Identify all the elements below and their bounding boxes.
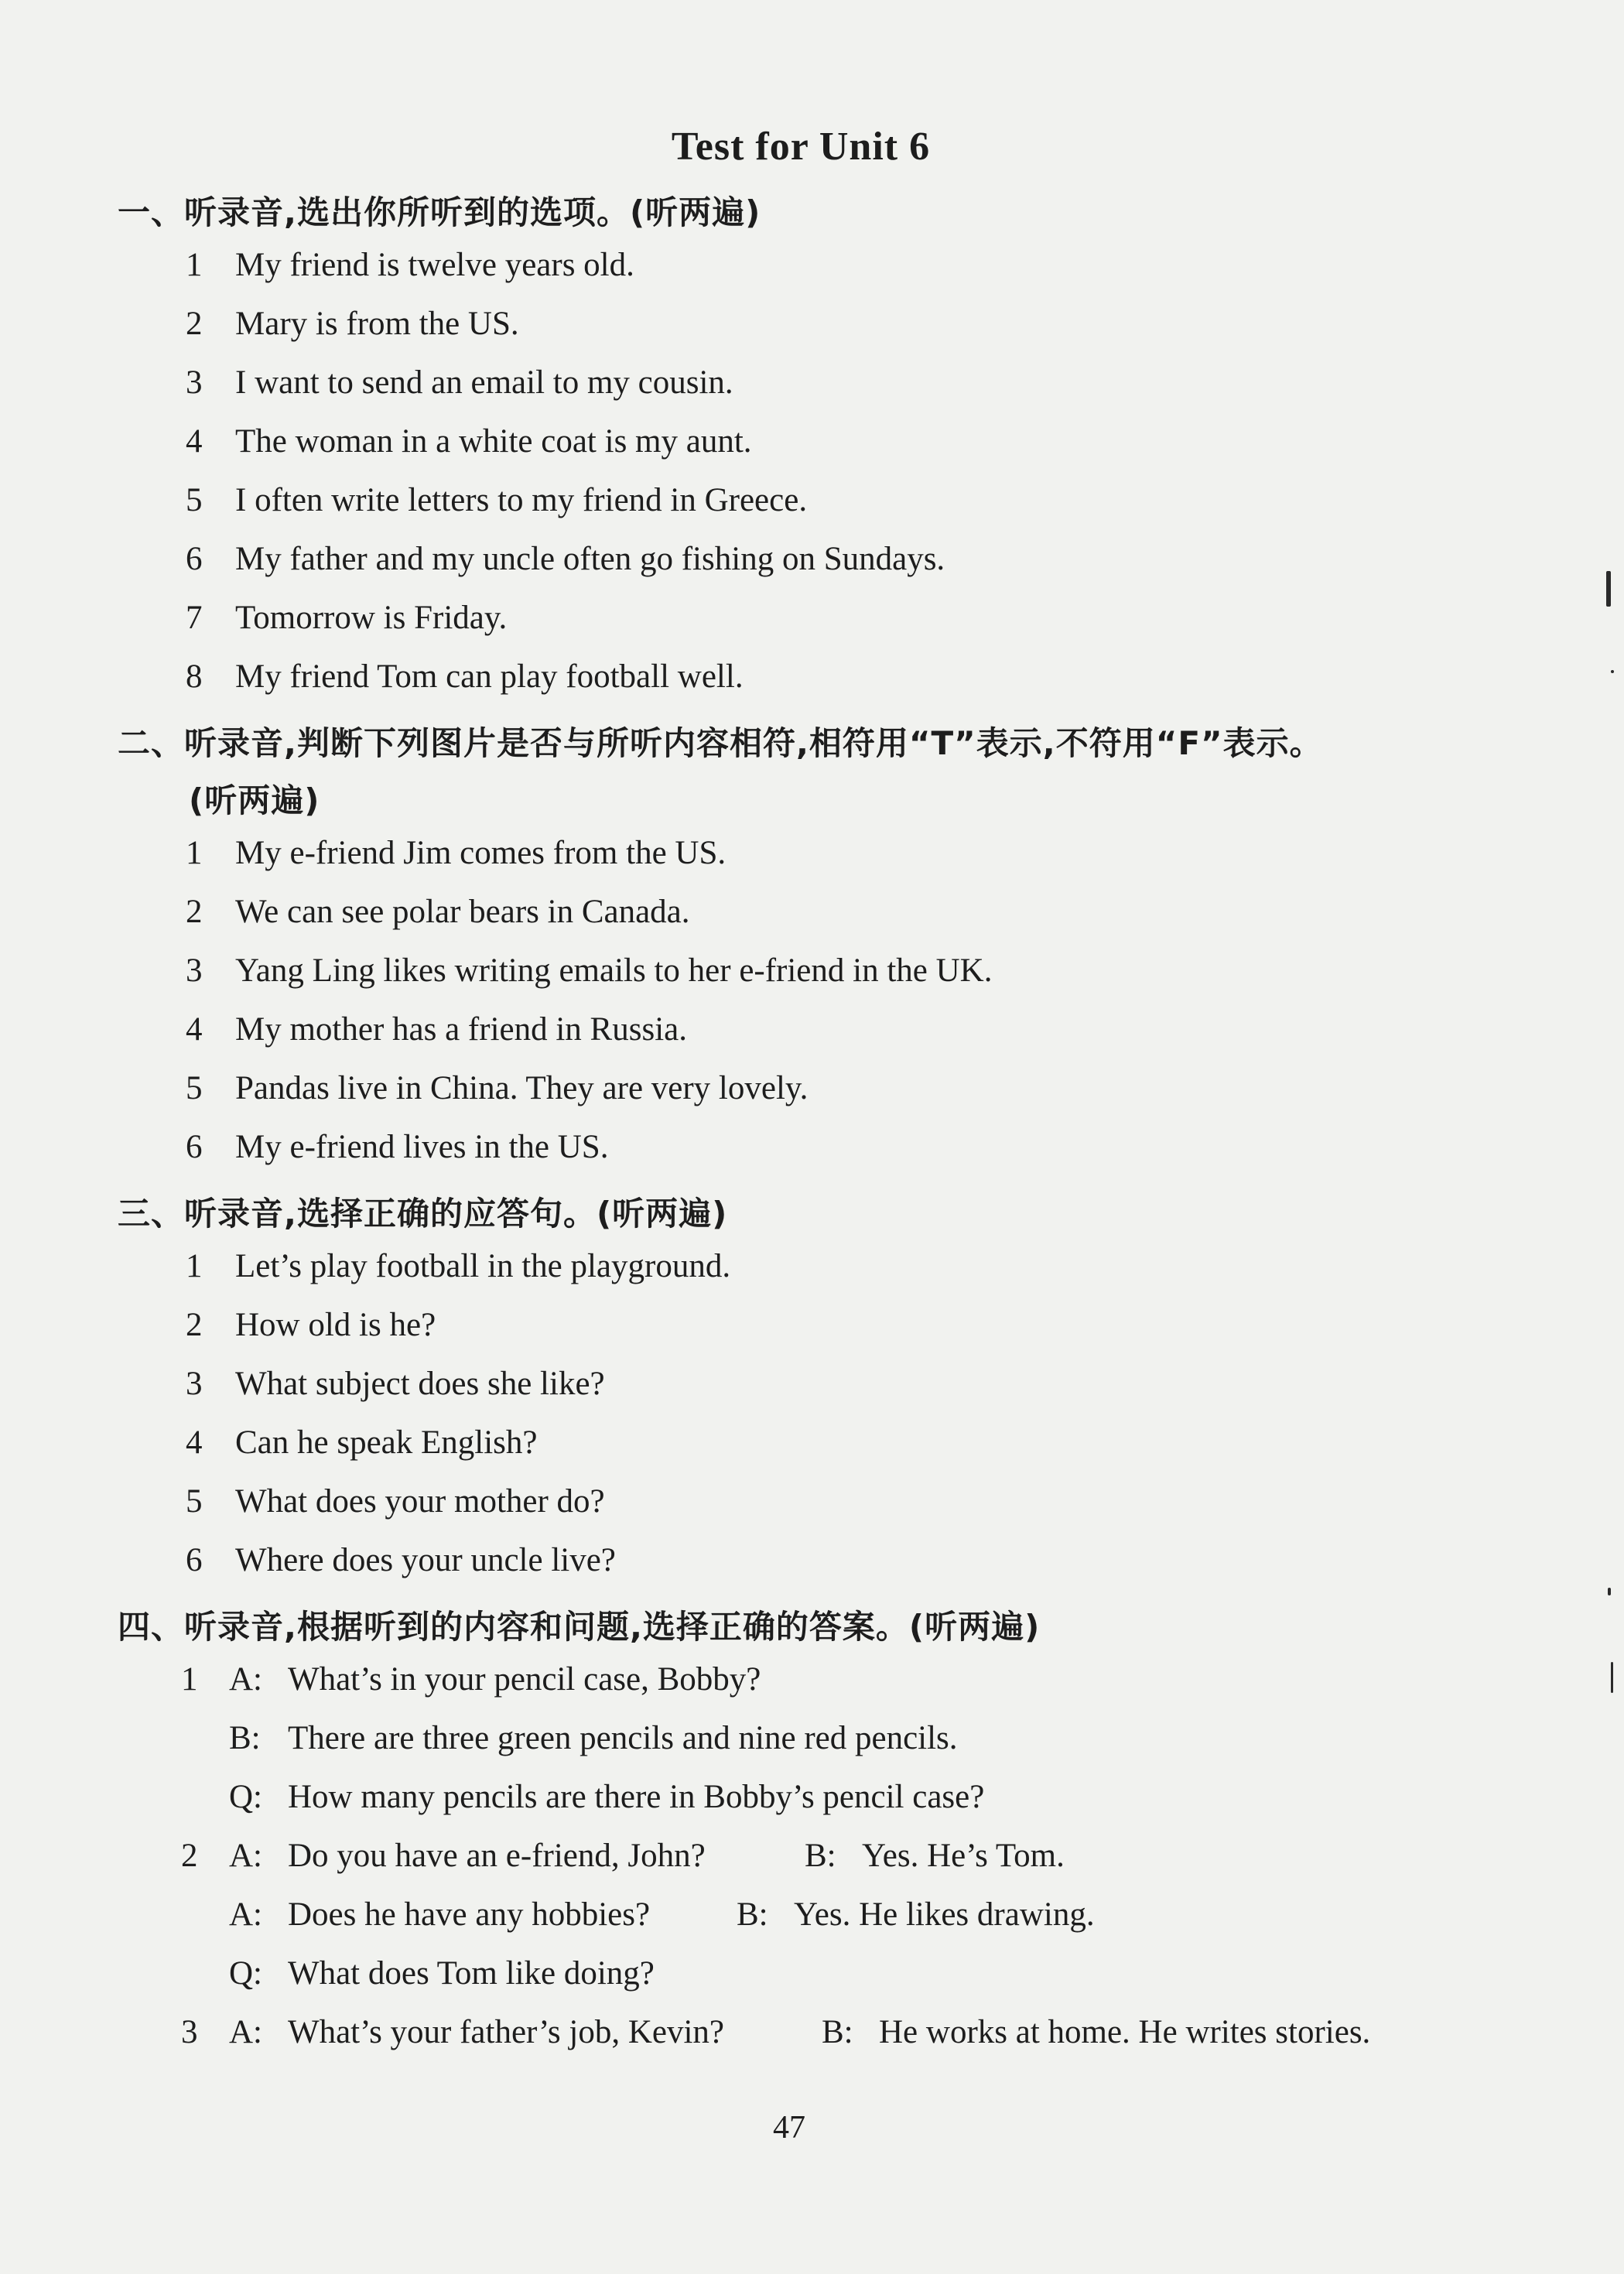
item-number: 2 [186, 894, 203, 930]
item-number: 5 [186, 1483, 203, 1520]
dialogue-text: Does he have any hobbies? [288, 1896, 651, 1933]
item-text: What does your mother do? [235, 1483, 605, 1520]
item-text: My friend Tom can play football well. [235, 658, 744, 695]
dialogue-number: 2 [181, 1838, 198, 1874]
dialogue-text: Yes. He’s Tom. [862, 1838, 1065, 1874]
section-2-heading: 二、听录音,判断下列图片是否与所听内容相符,相符用“T”表示,不符用“F”表示。 [118, 724, 1323, 762]
scan-mark [1608, 1588, 1611, 1595]
item-text: What subject does she like? [235, 1366, 605, 1402]
item-number: 1 [186, 1248, 203, 1284]
speaker-label: A: [229, 1896, 262, 1933]
item-number: 1 [186, 835, 203, 871]
speaker-label: B: [229, 1720, 261, 1756]
item-text: My e-friend Jim comes from the US. [235, 835, 727, 871]
item-number: 2 [186, 306, 203, 342]
item-number: 2 [186, 1307, 203, 1343]
speaker-label: Q: [229, 1955, 262, 1992]
dialogue-text: How many pencils are there in Bobby’s pencil case? [288, 1779, 985, 1815]
item-text: I want to send an email to my cousin. [235, 364, 733, 401]
dialogue-text: What’s your father’s job, Kevin? [288, 2014, 725, 2050]
item-number: 3 [186, 1366, 203, 1402]
item-text: Mary is from the US. [235, 306, 519, 342]
dialogue-text: There are three green pencils and nine red pencils. [288, 1720, 958, 1756]
item-number: 7 [186, 600, 203, 636]
item-number: 6 [186, 541, 203, 577]
dialogue-text: What’s in your pencil case, Bobby? [288, 1661, 761, 1698]
section-4-heading: 四、听录音,根据听到的内容和问题,选择正确的答案。(听两遍) [118, 1608, 1041, 1646]
dialogue-text: Yes. He likes drawing. [794, 1896, 1095, 1933]
speaker-label: B: [805, 1838, 836, 1874]
dialogue-number: 3 [181, 2014, 198, 2050]
scan-mark [1611, 670, 1614, 673]
speaker-label: Q: [229, 1779, 262, 1815]
item-number: 5 [186, 482, 203, 518]
speaker-label: A: [229, 2014, 262, 2050]
item-text: Tomorrow is Friday. [235, 600, 508, 636]
item-text: Let’s play football in the playground. [235, 1248, 731, 1284]
speaker-label: A: [229, 1661, 262, 1698]
item-number: 4 [186, 1011, 203, 1048]
item-text: My father and my uncle often go fishing on Sundays. [235, 541, 945, 577]
item-text: My mother has a friend in Russia. [235, 1011, 687, 1048]
section-2-heading-cont: (听两遍) [189, 781, 320, 819]
item-number: 3 [186, 952, 203, 989]
item-text: How old is he? [235, 1307, 436, 1343]
dialogue-text: He works at home. He writes stories. [879, 2014, 1371, 2050]
scan-mark [1606, 571, 1611, 607]
speaker-label: B: [822, 2014, 853, 2050]
item-number: 6 [186, 1129, 203, 1165]
item-text: Pandas live in China. They are very lovely. [235, 1070, 809, 1106]
page-title: Test for Unit 6 [671, 125, 931, 169]
item-text: Can he speak English? [235, 1424, 538, 1461]
item-number: 5 [186, 1070, 203, 1106]
item-number: 1 [186, 247, 203, 283]
item-number: 6 [186, 1542, 203, 1578]
dialogue-number: 1 [181, 1661, 198, 1698]
speaker-label: B: [737, 1896, 768, 1933]
item-number: 4 [186, 423, 203, 460]
scan-mark [1611, 1662, 1613, 1693]
item-text: My friend is twelve years old. [235, 247, 634, 283]
section-1-heading: 一、听录音,选出你所听到的选项。(听两遍) [118, 193, 761, 231]
item-number: 8 [186, 658, 203, 695]
item-number: 3 [186, 364, 203, 401]
dialogue-text: What does Tom like doing? [288, 1955, 655, 1992]
dialogue-text: Do you have an e-friend, John? [288, 1838, 706, 1874]
speaker-label: A: [229, 1838, 262, 1874]
item-text: Yang Ling likes writing emails to her e-friend in the UK. [235, 952, 993, 989]
item-text: I often write letters to my friend in Greece. [235, 482, 808, 518]
item-text: We can see polar bears in Canada. [235, 894, 690, 930]
page-number: 47 [773, 2110, 805, 2146]
section-3-heading: 三、听录音,选择正确的应答句。(听两遍) [118, 1195, 728, 1233]
item-text: Where does your uncle live? [235, 1542, 616, 1578]
item-text: The woman in a white coat is my aunt. [235, 423, 752, 460]
item-text: My e-friend lives in the US. [235, 1129, 609, 1165]
item-number: 4 [186, 1424, 203, 1461]
